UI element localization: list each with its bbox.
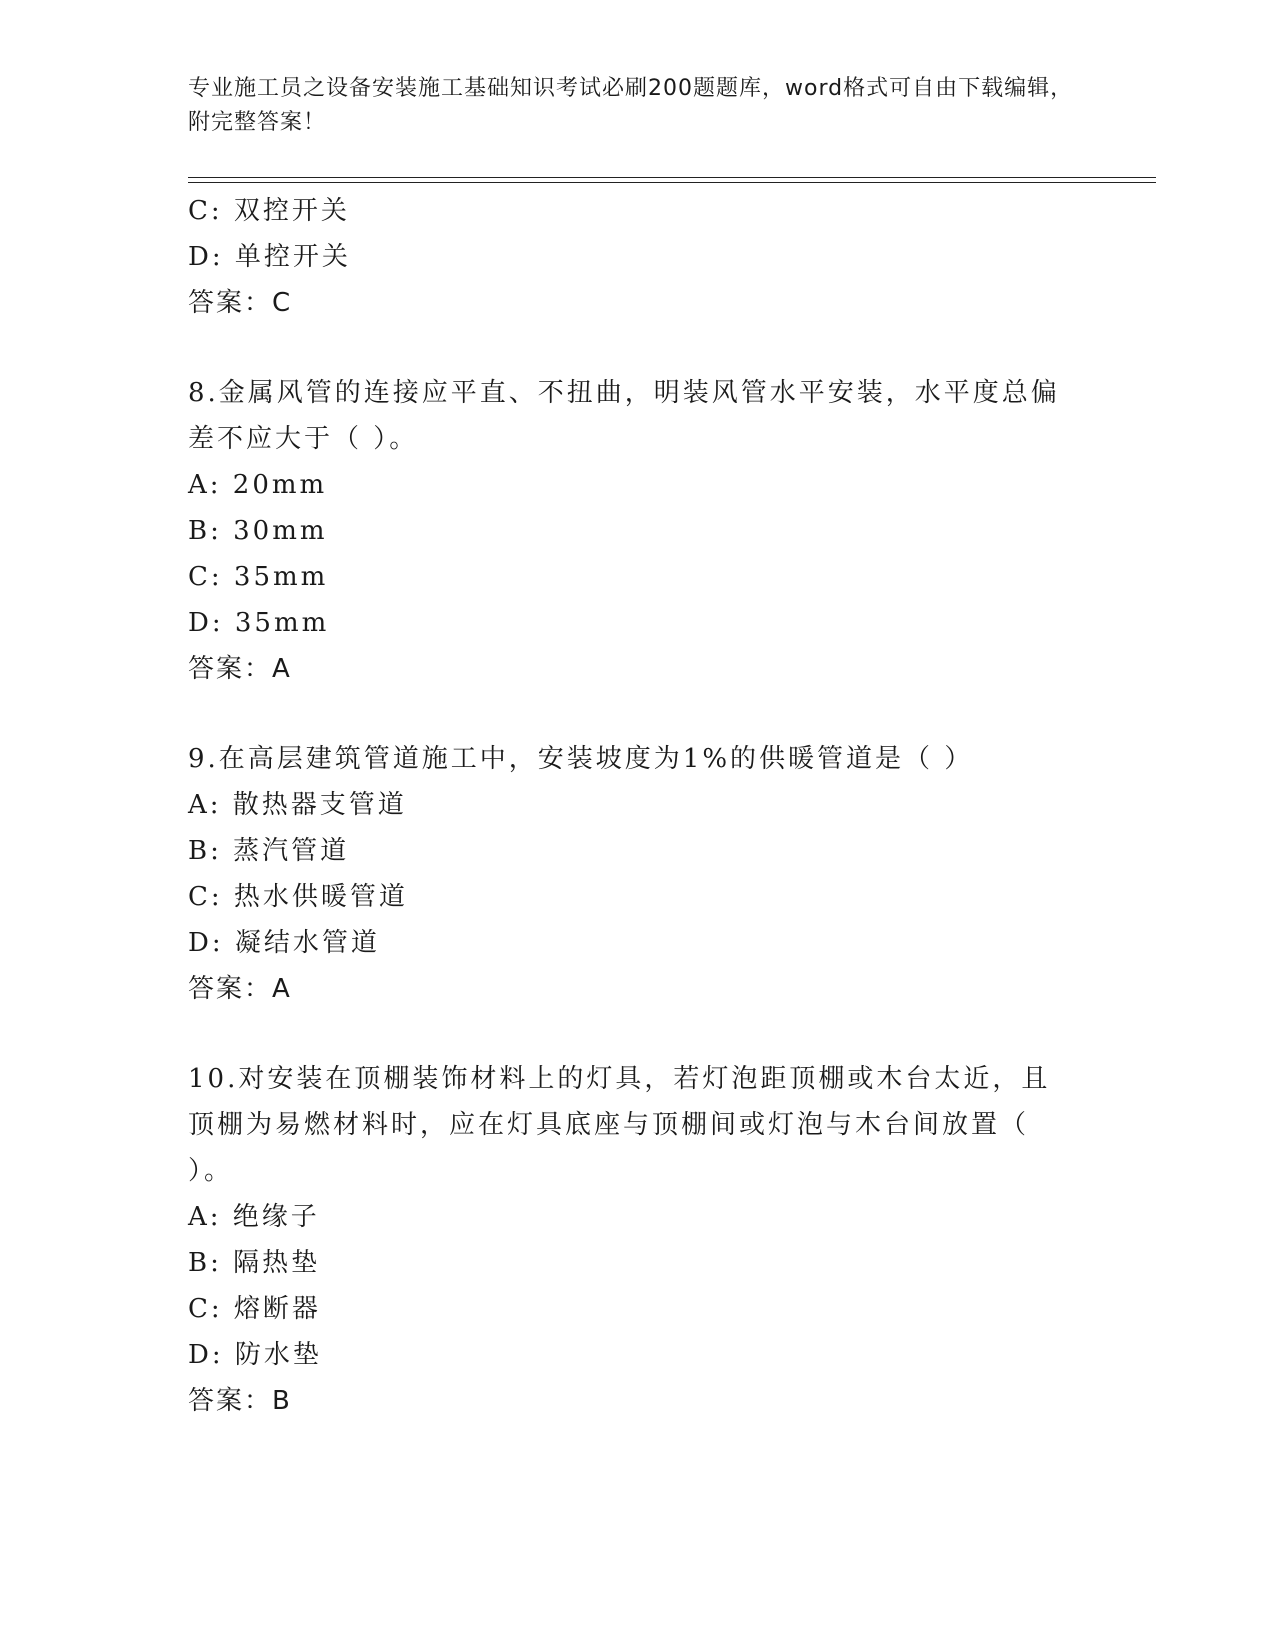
option-d: D: 35mm bbox=[188, 608, 330, 638]
question-block-8 bbox=[188, 370, 1088, 692]
header-divider-top bbox=[188, 177, 1156, 178]
option-a: A: 20mm bbox=[188, 470, 328, 500]
option-d: D: 凝结水管道 bbox=[188, 928, 380, 958]
option-c: C: 35mm bbox=[188, 562, 329, 592]
option-b: B: 隔热垫 bbox=[188, 1248, 321, 1278]
question-block-prev bbox=[188, 188, 1088, 326]
option-b: B: 蒸汽管道 bbox=[188, 836, 350, 866]
option-a: A: 散热器支管道 bbox=[188, 790, 407, 820]
question-stem: 8.金属风管的连接应平直、不扭曲，明装风管水平安装，水平度总偏差不应大于（ ）。 bbox=[188, 378, 1060, 454]
header-divider-bottom bbox=[188, 182, 1156, 183]
answer-line: 答案：B bbox=[188, 1386, 292, 1416]
option-c: C: 熔断器 bbox=[188, 1294, 321, 1324]
question-block-10 bbox=[188, 1056, 1088, 1424]
answer-line: 答案：A bbox=[188, 974, 292, 1004]
option-c: C: 热水供暖管道 bbox=[188, 882, 408, 912]
option-b: B: 30mm bbox=[188, 516, 328, 546]
answer-line: 答案：A bbox=[188, 654, 292, 684]
answer-line: 答案：C bbox=[188, 288, 293, 318]
question-list bbox=[188, 188, 1088, 1424]
option-a: A: 绝缘子 bbox=[188, 1202, 320, 1232]
question-block-9 bbox=[188, 736, 1088, 1012]
option-d: D: 单控开关 bbox=[188, 242, 351, 272]
option-c: C: 双控开关 bbox=[188, 196, 350, 226]
question-stem: 9.在高层建筑管道施工中，安装坡度为1%的供暖管道是（ ） bbox=[188, 744, 974, 774]
option-d: D: 防水垫 bbox=[188, 1340, 322, 1370]
question-stem: 10.对安装在顶棚装饰材料上的灯具，若灯泡距顶棚或木台太近，且顶棚为易燃材料时，应在灯具底座与顶棚间或灯泡与木台间放置（ ）。 bbox=[188, 1064, 1051, 1186]
document-header: 专业施工员之设备安装施工基础知识考试必刷200题题库，word格式可自由下载编辑，附完整答案！ bbox=[188, 76, 1074, 135]
